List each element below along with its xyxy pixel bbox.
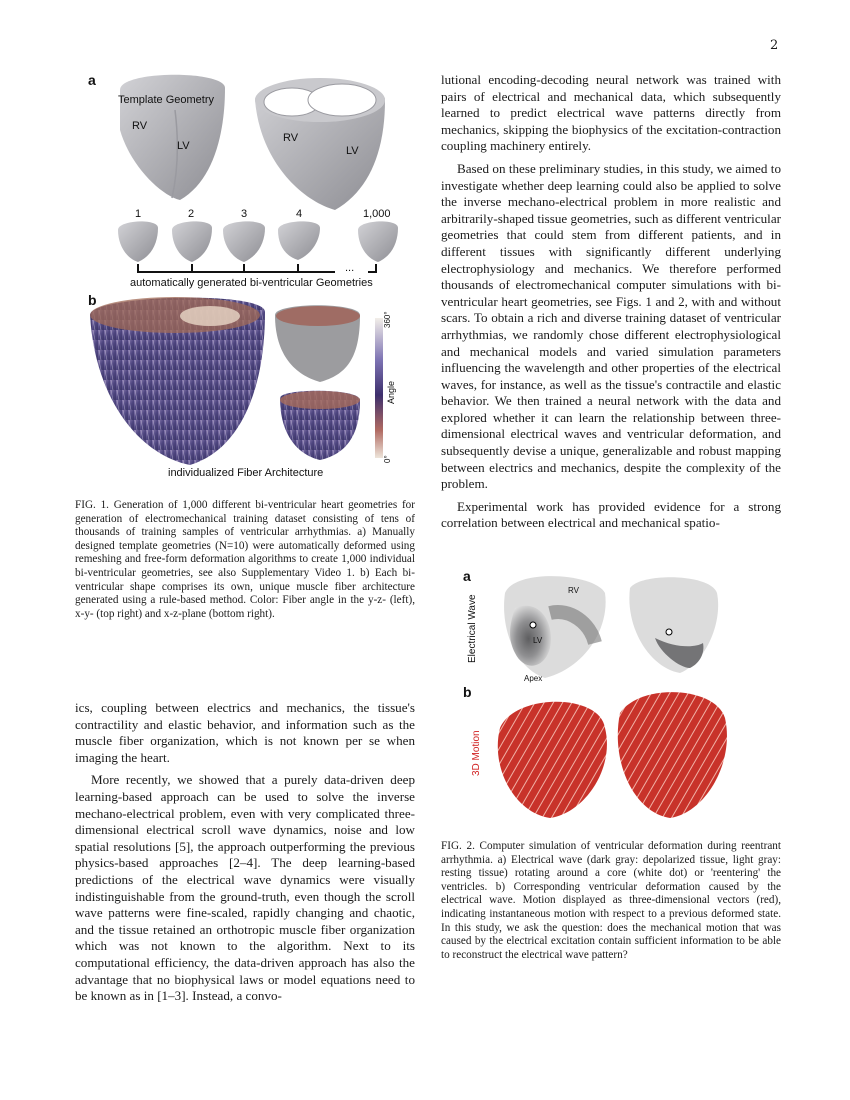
fig1-panel-b-label: b bbox=[88, 292, 97, 308]
geometry-bracket bbox=[138, 264, 376, 272]
left-column-text bbox=[75, 700, 415, 1005]
colorbar-bottom-label: 0° bbox=[383, 455, 392, 463]
figure-1 bbox=[80, 70, 420, 490]
fig1-template-label: Template Geometry bbox=[118, 94, 214, 106]
geometry-number-3: 3 bbox=[241, 208, 248, 220]
figure-2 bbox=[455, 568, 775, 830]
figure-2-graphic bbox=[455, 568, 775, 830]
page-number: 2 bbox=[770, 38, 779, 53]
figure-2-caption: FIG. 2. Computer simulation of ventricular deformation during reentrant arrhythmia. a) Electrical wave (dark gray: depolarized tissue, light gray: resting tissue) rotating around a core (white dot) or 'reentering' the ventricles. b) Corresponding ventricular deformation caused by the electrical wave. Motion displayed as three-dimensional vectors (red), indicating instantaneous motion with respect to a previous deformed state. In this study, we ask the question: does the mechanical motion that was caused by the electrical excitation contain sufficient information to be able to reconstruct the electrical wave pattern? bbox=[441, 840, 781, 961]
fig1-lv-label-left: LV bbox=[177, 140, 190, 152]
wave-core-dot-right bbox=[666, 629, 672, 635]
colorbar-angle-label: Angle bbox=[386, 380, 396, 404]
left-paragraph-1: ics, coupling between electrics and mechanics, the tissue's contractility and elastic behavior, and information such as the muscle fiber organization, which is not known per se when imaging the heart. bbox=[75, 700, 415, 765]
angle-colorbar bbox=[375, 318, 383, 458]
motion-heart-left bbox=[498, 702, 607, 818]
right-paragraph-1: lutional encoding-decoding neural network was trained with pairs of electrical and mechanical data, which subsequently learned to predict electrical wave patterns directly from mechanics, skipping the biophysics of the excitation-contraction coupling machinery entirely. bbox=[441, 72, 781, 154]
fig2-panel-a-label: a bbox=[463, 568, 471, 584]
figure-1-caption: FIG. 1. Generation of 1,000 different bi-ventricular heart geometries for generation of electromechanical training dataset consisting of tens of thousands of training samples of ventricular arrhythmias. a) Manually designed template geometries (N=10) were automatically deformed using remeshing and free-form deformation algorithms to create 1,000 individual bi-ventricular geometries, see also Supplementary Video 1. b) Each bi-ventricular shape comprises its own, unique muscle fiber architecture generated using a rule-based method. Color: Fiber angle in the y-z- (left), x-y- (top right) and x-z-plane (bottom right). bbox=[75, 499, 415, 620]
fig1-rv-label-left: RV bbox=[132, 120, 148, 132]
fig2-electrical-wave-label: Electrical Wave bbox=[467, 594, 478, 663]
motion-heart-right bbox=[618, 692, 727, 818]
fig2-lv-label: LV bbox=[533, 636, 543, 645]
geometry-number-1: 1 bbox=[135, 208, 142, 220]
colorbar-top-label: 360° bbox=[383, 311, 392, 328]
geometry-number-4: 4 bbox=[296, 208, 303, 220]
right-column-text bbox=[441, 72, 781, 532]
fig1-fiber-label: individualized Fiber Architecture bbox=[168, 467, 324, 479]
fig2-apex-label: Apex bbox=[524, 674, 543, 683]
wave-core-dot-left bbox=[530, 622, 536, 628]
fig1-rv-label-right: RV bbox=[283, 132, 299, 144]
fig2-motion-label: 3D Motion bbox=[471, 730, 482, 776]
geometry-ellipsis: ... bbox=[345, 262, 355, 274]
small-hearts bbox=[118, 221, 398, 262]
fig1-panel-a-label: a bbox=[88, 72, 96, 88]
geometry-number-1000: 1,000 bbox=[363, 208, 391, 220]
geometry-number-2: 2 bbox=[188, 208, 195, 220]
fig1-lv-label-right: LV bbox=[346, 145, 359, 157]
left-paragraph-2: More recently, we showed that a purely data-driven deep learning-based approach can be used to solve the inverse mechano-electrical problem, even with very complicated three-dimensional electrical scroll wave dynamics, noise and low spatial resolutions [5], the approach outperforming the previous physics-based approaches [2–4]. The deep learning-based predictions of the electrical wave dynamics were visually indistinguishable from the ground-truth, even though the scroll wave patterns were fine-scaled, rapidly changing and chaotic, and the tissue retained an orthotropic muscle fiber organization which was not known to the algorithm. Next to its computational efficiency, the data-driven approach has also the advantage that no biophysical laws or model equations need to be known as in [1–3]. Instead, a convo- bbox=[75, 772, 415, 1004]
right-paragraph-3: Experimental work has provided evidence for a strong correlation between electrical and mechanical spatio- bbox=[441, 498, 781, 531]
fig2-panel-b-label: b bbox=[463, 684, 472, 700]
fig2-rv-label: RV bbox=[568, 586, 579, 595]
fig1-auto-label: automatically generated bi-ventricular Geometries bbox=[130, 277, 373, 289]
right-paragraph-2: Based on these preliminary studies, in this study, we aimed to investigate whether deep learning could also be applied to solve the inverse mechano-electrical problem in more realistic and arbitrarily-shaped tissue geometries, such as different ventricular geometries that could stem from different patients, and in different tissues with significantly different underlying electrophysiology and mechanics. We therefore performed thousands of electromechanical computer simulations with bi-ventricular heart geometries, see Figs. 1 and 2, with and without scars. To obtain a rich and diverse training dataset of ventricular arrhythmias, we randomly chose different electrophysiological and mechanical models and varied simulation parameters influencing the wavelength and other properties of the electrical waves, for instance, as well as the tissue's contractile and elastic behavior. We then trained a neural network with the data and explored whether it can learn the relationship between three-dimensional electrical waves and ventricular deformation, and subsequently devise a unique, generalizable and robust mapping between electrics and mechanics, despite the complexity of the problem. bbox=[441, 160, 781, 492]
